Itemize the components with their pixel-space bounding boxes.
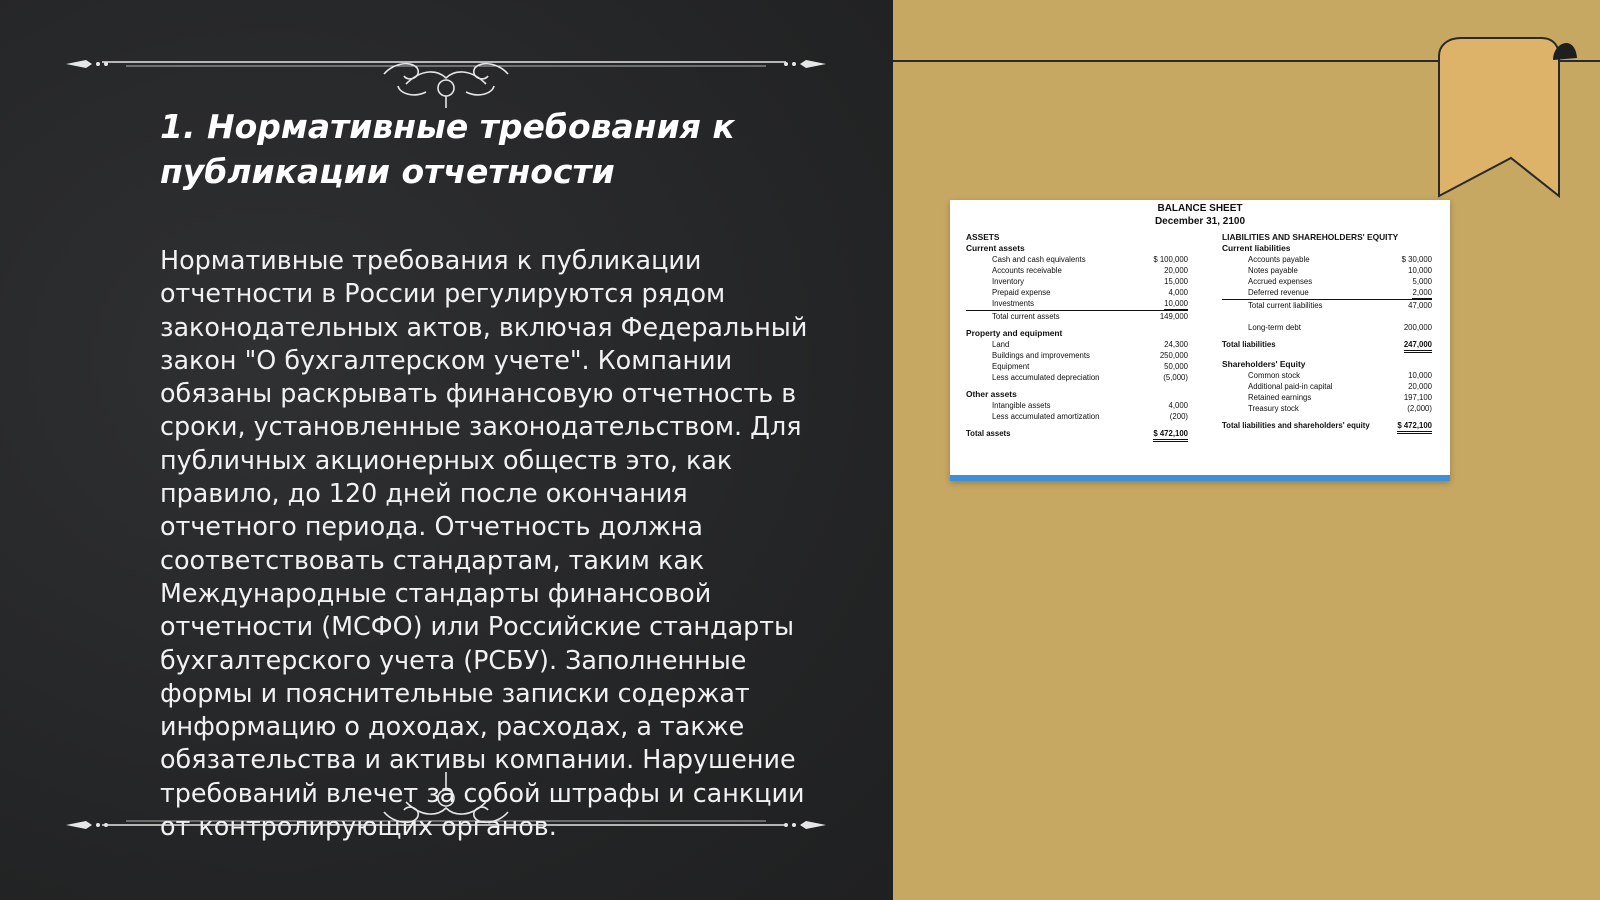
balance-sheet-title: BALANCE SHEET — [1157, 203, 1243, 214]
total-current-assets-row: Total current assets 149,000 — [966, 310, 1188, 322]
asset-row: Land 24,300 — [992, 340, 1188, 349]
equity-row: Additional paid-in capital 20,000 — [1248, 382, 1432, 391]
asset-row: Buildings and improvements 250,000 — [992, 351, 1188, 360]
asset-row: Intangible assets 4,000 — [992, 401, 1188, 410]
total-liabilities-row: Total liabilities 247,000 — [1222, 339, 1432, 353]
bottom-ornament-divider — [66, 772, 826, 832]
assets-heading: ASSETS — [966, 232, 1000, 242]
property-equipment-heading: Property and equipment — [966, 328, 1063, 338]
liability-row: Deferred revenue 2,000 — [1248, 288, 1432, 297]
equity-row: Retained earnings 197,100 — [1248, 393, 1432, 402]
assets-column — [966, 232, 1188, 442]
liabilities-column — [1222, 232, 1432, 434]
balance-sheet-accent-bar — [950, 475, 1450, 481]
slide-title: 1. Нормативные требования к публикации отчетности — [160, 107, 735, 191]
balance-sheet-date: December 31, 2100 — [1154, 216, 1246, 227]
current-assets-heading: Current assets — [966, 243, 1025, 253]
other-assets-heading: Other assets — [966, 389, 1017, 399]
asset-row: Prepaid expense 4,000 — [992, 288, 1188, 297]
asset-row: Equipment 50,000 — [992, 362, 1188, 371]
equity-row: Common stock 10,000 — [1248, 371, 1432, 380]
total-liabilities-equity-row: Total liabilities and shareholders' equity $ 472,100 — [1222, 420, 1432, 434]
liabilities-heading: LIABILITIES AND SHAREHOLDERS' EQUITY — [1222, 232, 1399, 242]
asset-row: Inventory 15,000 — [992, 277, 1188, 286]
asset-row: Investments 10,000 — [992, 299, 1188, 308]
total-current-liabilities-row: Total current liabilities 47,000 — [1222, 299, 1432, 311]
slide-body-text: Нормативные требования к публикации отчетности в России регулируются рядом законодательных актов, включая Федеральный закон "О бухгалтерском учете". Компании обязаны раскрывать финансовую отчетность в сроки, установленные законодательством. Для публичных акционерных обществ это, как правило, до 120 дней после окончания отчетного периода. Отчетность должна соответствовать стандартам, таким как Международные стандарты финансовой отчетности (МСФО) или Российские стандарты бухгалтерского учета (РСБУ). Заполненные формы и пояснительные записки содержат информацию о доходах, расходах, а также обязательства и активы компании. Нарушение требований влечет за собой штрафы и санкции от контролирующих органов. — [160, 245, 808, 842]
liability-row: Accounts payable $ 30,000 — [1248, 255, 1432, 264]
asset-row: Less accumulated amortization (200) — [992, 412, 1188, 421]
total-assets-row: Total assets $ 472,100 — [966, 428, 1188, 442]
long-term-debt-row: Long-term debt 200,000 — [1248, 323, 1432, 332]
asset-row: Less accumulated depreciation (5,000) — [992, 373, 1188, 382]
liability-row: Notes payable 10,000 — [1248, 266, 1432, 275]
top-ornament-divider — [66, 48, 826, 108]
asset-row: Cash and cash equivalents $ 100,000 — [992, 255, 1188, 264]
bookmark-ribbon-icon — [1435, 36, 1577, 204]
asset-row: Accounts receivable 20,000 — [992, 266, 1188, 275]
equity-row: Treasury stock (2,000) — [1248, 404, 1432, 413]
shareholders-equity-heading: Shareholders' Equity — [1222, 359, 1306, 369]
balance-sheet-image — [950, 200, 1450, 481]
liability-row: Accrued expenses 5,000 — [1248, 277, 1432, 286]
current-liabilities-heading: Current liabilities — [1222, 243, 1291, 253]
